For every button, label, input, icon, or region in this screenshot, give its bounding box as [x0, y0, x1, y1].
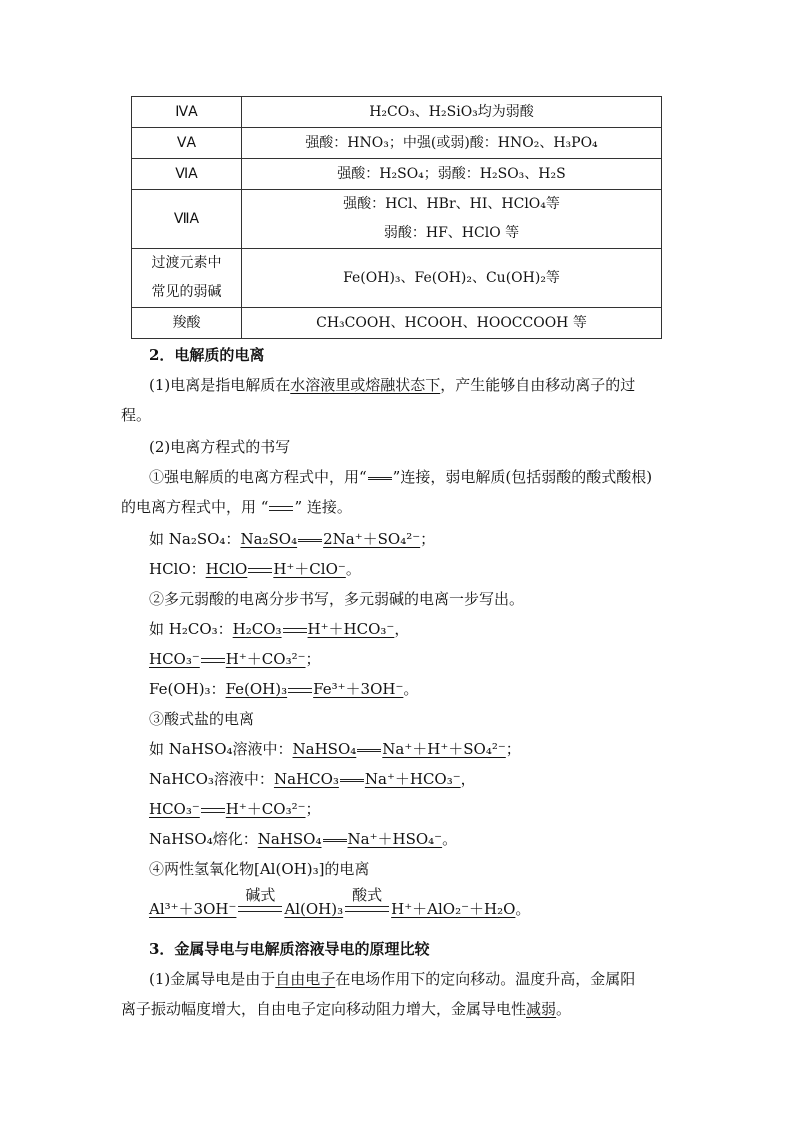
reversible-arrow-icon — [238, 886, 282, 917]
group-cell — [132, 249, 242, 308]
section-heading: 2．电解质的电离 — [149, 346, 265, 364]
paragraph: ③酸式盐的电离 — [149, 710, 255, 728]
arrow-label: 碱式 — [245, 886, 276, 904]
group-cell: ⅥA — [132, 159, 242, 190]
content-cell: CH₃COOH、HCOOH、HOOCCOOH 等 — [242, 308, 662, 339]
equation-left: HCO₃⁻ — [149, 800, 200, 818]
content-cell: 强酸：H₂SO₄；弱酸：H₂SO₃、H₂S — [242, 159, 662, 190]
equation-right: Na⁺＋HCO₃⁻ — [364, 770, 461, 788]
equation-line: HClO：HClO H⁺＋ClO⁻。 — [149, 560, 361, 578]
equals-sign-icon — [357, 749, 381, 752]
equation — [149, 886, 516, 918]
content-cell: H₂CO₃、H₂SiO₃均为弱酸 — [242, 97, 662, 128]
equation — [206, 560, 346, 578]
equation-right: H⁺＋CO₃²⁻ — [225, 800, 306, 818]
table-row — [132, 308, 662, 339]
paragraph — [149, 969, 635, 989]
content-cell: Fe(OH)₃、Fe(OH)₂、Cu(OH)₂等 — [242, 249, 662, 308]
table-row — [132, 190, 662, 249]
content-cell — [242, 190, 662, 249]
equation — [149, 650, 306, 668]
equation-left: HCO₃⁻ — [149, 650, 200, 668]
equation-left: NaHSO₄ — [257, 830, 322, 848]
table-row — [132, 128, 662, 159]
reversible-arrow-icon — [269, 505, 293, 512]
reversible-arrow-icon — [201, 657, 225, 664]
reversible-arrow-icon — [283, 627, 307, 634]
reversible-arrow-icon — [288, 687, 312, 694]
paragraph — [149, 375, 635, 395]
equation-line: 如 H₂CO₃：H₂CO₃ H⁺＋HCO₃⁻， — [149, 620, 410, 638]
equation-right: Fe³⁺＋3OH⁻ — [313, 680, 404, 698]
paragraph: ②多元弱酸的电离分步书写，多元弱碱的电离一步写出。 — [149, 590, 525, 608]
paragraph — [121, 497, 352, 517]
group-line: 常见的弱碱 — [151, 284, 222, 300]
text: ，产生能够自由移动离子的过 — [440, 376, 636, 394]
text: HClO： — [149, 560, 206, 578]
equation — [258, 830, 442, 848]
equation-left: Na₂SO₄ — [240, 530, 298, 548]
equation-middle: Al(OH)₃ — [284, 900, 344, 918]
equation-line: NaHCO₃溶液中：NaHCO₃ Na⁺＋HCO₃⁻， — [149, 770, 476, 788]
equation-left: Al³⁺＋3OH⁻ — [149, 900, 237, 918]
equation — [293, 740, 506, 758]
equation-left: Fe(OH)₃ — [225, 680, 288, 698]
equation-line: 如 Na₂SO₄：Na₂SO₄ 2Na⁺＋SO₄²⁻； — [149, 530, 436, 548]
equation-right: H⁺＋AlO₂⁻＋H₂O — [391, 900, 516, 918]
paragraph: ④两性氢氧化物[Al(OH)₃]的电离 — [149, 860, 370, 878]
equation-right: 2Na⁺＋SO₄²⁻ — [323, 530, 421, 548]
paragraph — [121, 999, 571, 1019]
text: Fe(OH)₃： — [149, 680, 226, 698]
acid-base-table — [131, 96, 662, 339]
underlined-answer: 水溶液里或熔融状态下 — [290, 376, 441, 394]
text: ①强电解质的电离方程式中，用“ — [149, 468, 367, 486]
equation-right: Na⁺＋H⁺＋SO₄²⁻ — [382, 740, 506, 758]
text: 。 — [556, 1000, 572, 1018]
equation-left: H₂CO₃ — [232, 620, 282, 638]
content-line: 强酸：HCl、HBr、HI、HClO₄等 — [343, 196, 560, 212]
equation-line: Al³⁺＋3OH⁻ 碱式 Al(OH)₃ 酸式 H⁺＋AlO₂⁻＋H₂O。 — [149, 886, 531, 918]
equation-line: 如 NaHSO₄溶液中：NaHSO₄ Na⁺＋H⁺＋SO₄²⁻； — [149, 740, 521, 758]
group-cell: ⅤA — [132, 128, 242, 159]
equation — [149, 800, 306, 818]
group-cell: ⅦA — [132, 190, 242, 249]
equation-line: Fe(OH)₃：Fe(OH)₃ Fe³⁺＋3OH⁻。 — [149, 680, 419, 698]
reversible-arrow-icon — [248, 567, 272, 574]
content-line: 弱酸：HF、HClO 等 — [383, 225, 520, 241]
underlined-answer: 减弱 — [526, 1000, 557, 1018]
equation-right: Na⁺＋HSO₄⁻ — [347, 830, 443, 848]
text: 如 Na₂SO₄： — [149, 530, 241, 548]
equation-right: H⁺＋CO₃²⁻ — [225, 650, 306, 668]
table-row — [132, 159, 662, 190]
section-heading: 3．金属导电与电解质溶液导电的原理比较 — [149, 940, 430, 958]
reversible-arrow-icon — [345, 886, 389, 917]
arrow-label: 酸式 — [352, 886, 383, 904]
text: (1)金属导电是由于 — [149, 970, 276, 988]
reversible-arrow-icon — [201, 807, 225, 814]
content-cell: 强酸：HNO₃；中强(或弱)酸：HNO₂、H₃PO₄ — [242, 128, 662, 159]
equation — [233, 620, 395, 638]
text: 如 H₂CO₃： — [149, 620, 233, 638]
equation — [274, 770, 461, 788]
text: 离子振动幅度增大，自由电子定向移动阻力增大，金属导电性 — [121, 1000, 527, 1018]
equals-sign-icon — [323, 839, 347, 842]
equals-sign-icon — [298, 539, 322, 542]
equation-line: HCO₃⁻ H⁺＋CO₃²⁻； — [149, 650, 321, 668]
paragraph — [149, 467, 652, 487]
paragraph: 程。 — [121, 406, 152, 424]
group-cell: 羧酸 — [132, 308, 242, 339]
text: NaHSO₄熔化： — [149, 830, 258, 848]
text: ” 连接。 — [294, 498, 352, 516]
group-line: 过渡元素中 — [151, 255, 222, 271]
equation-left: NaHCO₃ — [273, 770, 339, 788]
text: 在电场作用下的定向移动。温度升高，金属阳 — [335, 970, 636, 988]
underlined-answer: 自由电子 — [275, 970, 336, 988]
equation-right: H⁺＋ClO⁻ — [273, 560, 346, 578]
equation — [226, 680, 404, 698]
text: 的电离方程式中，用 “ — [121, 498, 269, 516]
text: 如 NaHSO₄溶液中： — [149, 740, 293, 758]
equation — [240, 530, 420, 548]
equation-left: HClO — [205, 560, 248, 578]
text: NaHCO₃溶液中： — [149, 770, 274, 788]
equals-sign-icon — [368, 477, 392, 480]
equals-sign-icon — [340, 779, 364, 782]
table-row — [132, 249, 662, 308]
equation-right: H⁺＋HCO₃⁻ — [307, 620, 395, 638]
equation-left: NaHSO₄ — [292, 740, 357, 758]
group-cell: ⅣA — [132, 97, 242, 128]
table-row — [132, 97, 662, 128]
equation-line: NaHSO₄熔化：NaHSO₄ Na⁺＋HSO₄⁻。 — [149, 830, 458, 848]
text: (1)电离是指电解质在 — [149, 376, 291, 394]
paragraph: (2)电离方程式的书写 — [149, 438, 291, 456]
text: ”连接，弱电解质(包括弱酸的酸式酸根) — [392, 468, 653, 486]
equation-line: HCO₃⁻ H⁺＋CO₃²⁻； — [149, 800, 321, 818]
